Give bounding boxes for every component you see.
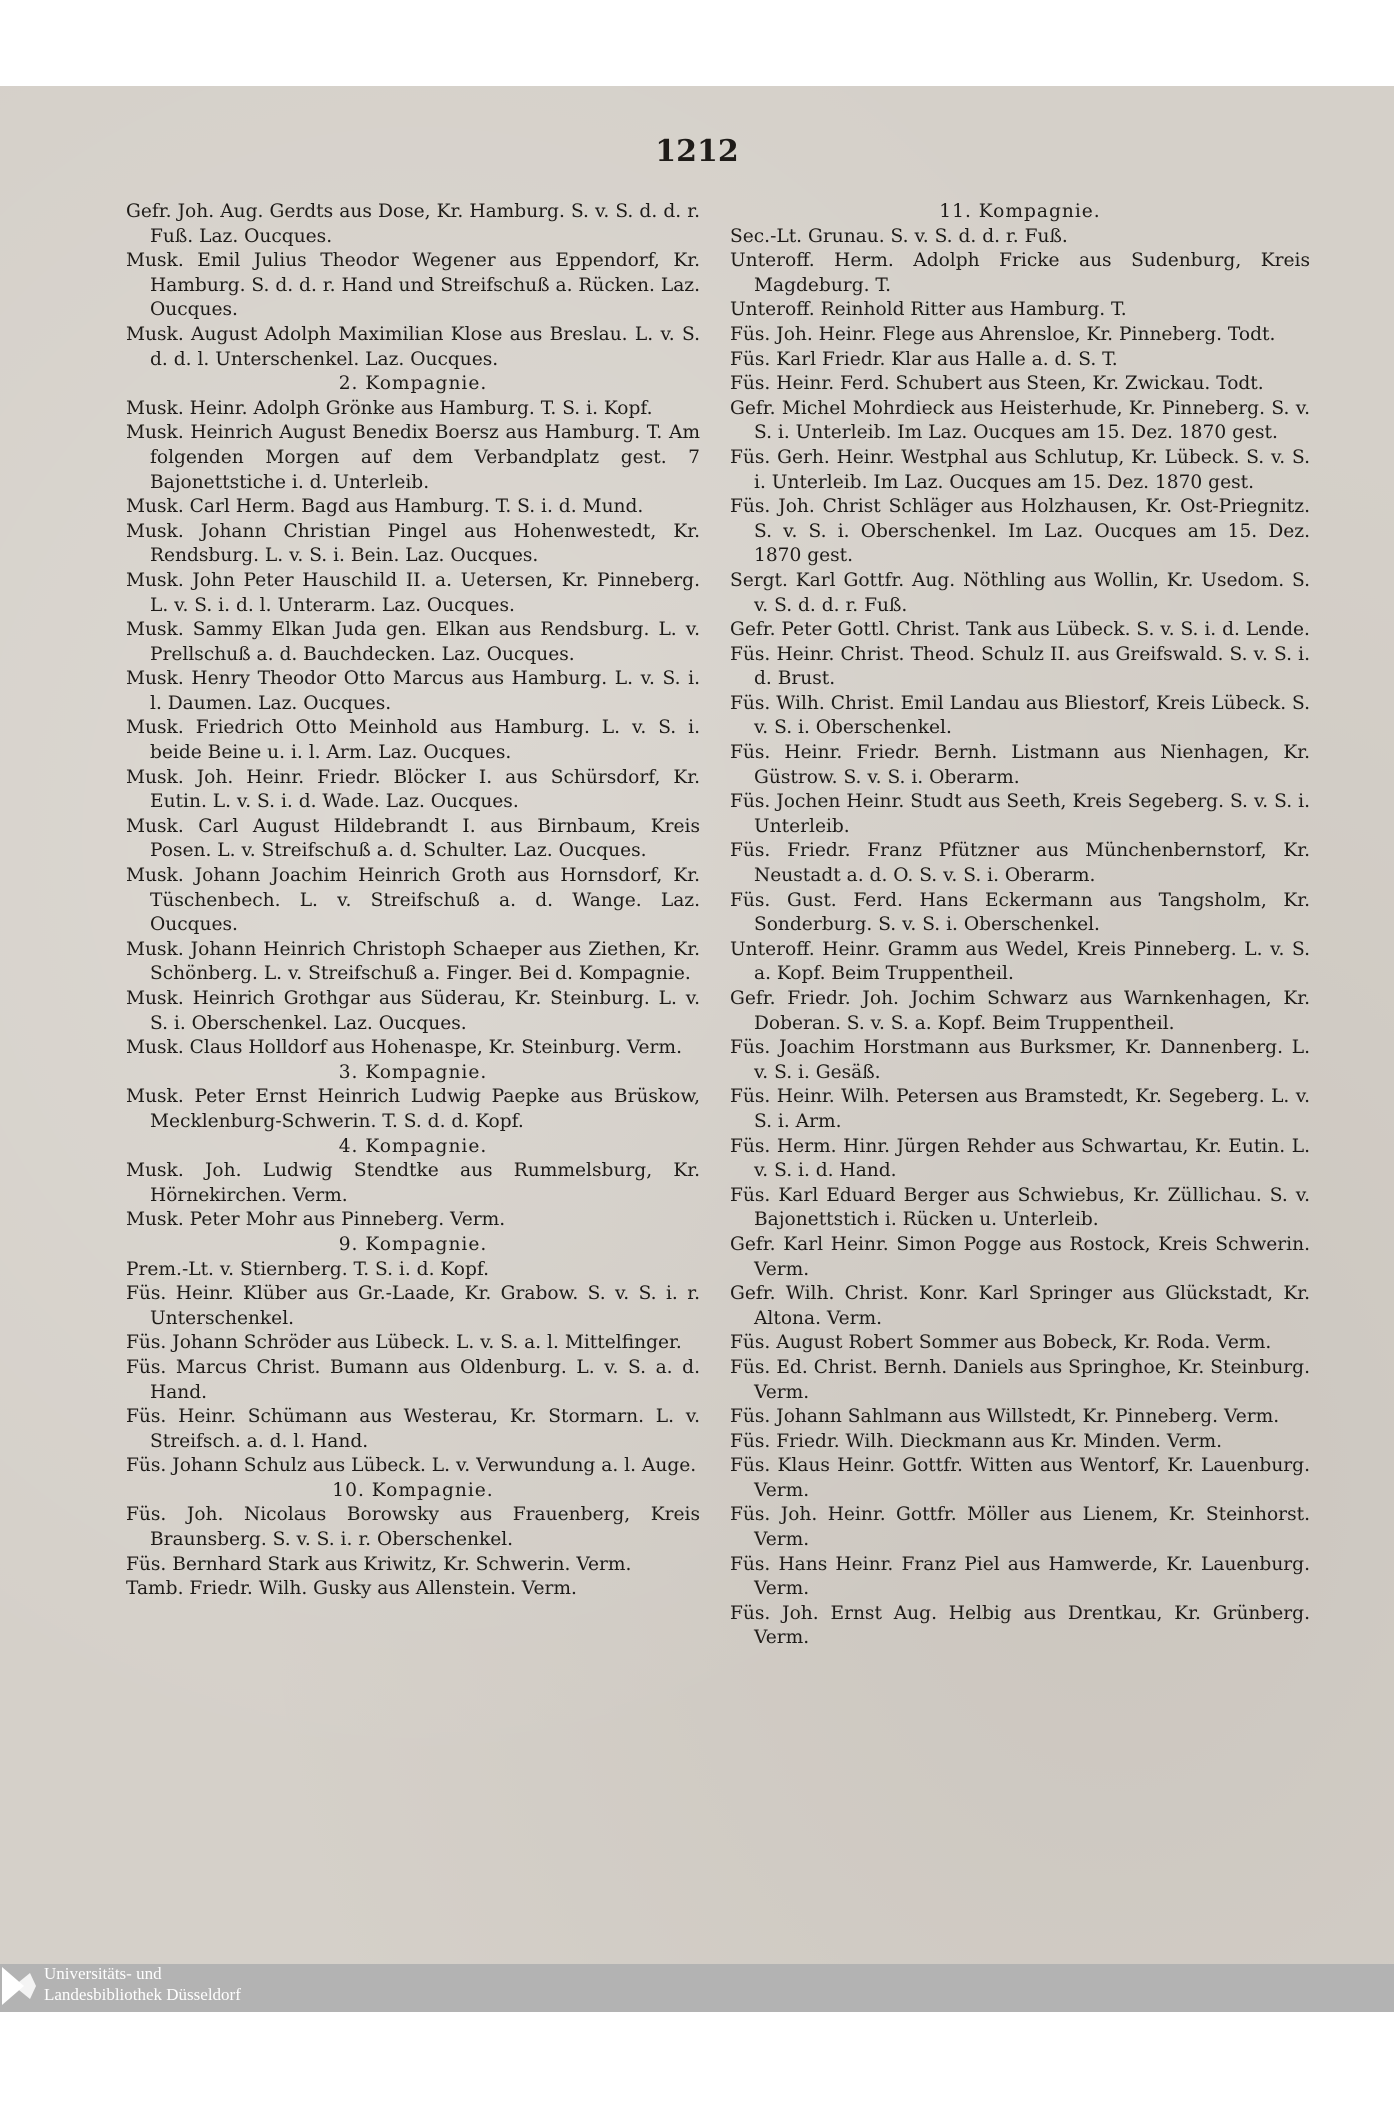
casualty-entry: Füs. Johann Schulz aus Lübeck. L. v. Verwundung a. l. Auge. <box>126 1455 697 1477</box>
casualty-entry: Füs. Jochen Heinr. Studt aus Seeth, Kreis Segeberg. S. v. S. i. Unterleib. <box>730 791 1310 837</box>
casualty-entry: Gefr. Friedr. Joh. Jochim Schwarz aus Warnkenhagen, Kr. Doberan. S. v. S. a. Kopf. Beim Truppentheil. <box>730 988 1310 1034</box>
casualty-entry: Füs. Bernhard Stark aus Kriwitz, Kr. Schwerin. Verm. <box>126 1553 632 1575</box>
company-heading: 11. Kompagnie. <box>939 201 1101 222</box>
casualty-entry: Füs. Heinr. Wilh. Petersen aus Bramstedt, Kr. Segeberg. L. v. S. i. Arm. <box>730 1086 1310 1132</box>
casualty-entry: Musk. Henry Theodor Otto Marcus aus Hamburg. L. v. S. i. l. Daumen. Laz. Oucques. <box>126 668 700 714</box>
casualty-entry: Musk. Sammy Elkan Juda gen. Elkan aus Rendsburg. L. v. Prellschuß a. d. Bauchdecken. Laz. Oucques. <box>126 619 700 665</box>
casualty-entry: Füs. Joh. Ernst Aug. Helbig aus Drentkau, Kr. Grünberg. Verm. <box>730 1602 1310 1649</box>
casualty-entry: Füs. Marcus Christ. Bumann aus Oldenburg. L. v. S. a. d. Hand. <box>126 1356 700 1403</box>
casualty-entry: Musk. Claus Holldorf aus Hohenaspe, Kr. Steinburg. Verm. <box>126 1037 682 1059</box>
casualty-entry: Musk. Peter Ernst Heinrich Ludwig Paepke aus Brüskow, Mecklenburg-Schwerin. T. S. d. d. Kopf. <box>126 1086 700 1132</box>
casualty-entry: Musk. Johann Christian Pingel aus Hohenwestedt, Kr. Rendsburg. L. v. S. i. Bein. Laz. Oucques. <box>126 520 700 567</box>
casualty-entry: Füs. Gerh. Heinr. Westphal aus Schlutup, Kr. Lübeck. S. v. S. i. Unterleib. Im Laz. Oucques am 15. Dez. 1870 gest. <box>730 446 1310 493</box>
casualty-entry: Sec.-Lt. Grunau. S. v. S. d. d. r. Fuß. <box>730 225 1068 247</box>
casualty-entry: Füs. Heinr. Klüber aus Gr.-Laade, Kr. Grabow. S. v. S. i. r. Unterschenkel. <box>126 1283 700 1329</box>
casualty-entry: Unteroff. Reinhold Ritter aus Hamburg. T. <box>730 299 1127 321</box>
casualty-entry: Gefr. Joh. Aug. Gerdts aus Dose, Kr. Hamburg. S. v. S. d. d. r. Fuß. Laz. Oucques. <box>126 201 700 247</box>
casualty-entry: Füs. Heinr. Schümann aus Westerau, Kr. Stormarn. L. v. Streifsch. a. d. l. Hand. <box>126 1406 700 1452</box>
casualty-entry: Füs. Hans Heinr. Franz Piel aus Hamwerde, Kr. Lauenburg. Verm. <box>730 1553 1310 1600</box>
casualty-entry: Gefr. Wilh. Christ. Konr. Karl Springer aus Glückstadt, Kr. Altona. Verm. <box>730 1283 1310 1329</box>
casualty-entry: Füs. Wilh. Christ. Emil Landau aus Bliestorf, Kreis Lübeck. S. v. S. i. Oberschenkel. <box>730 692 1310 739</box>
scanned-page <box>0 86 1394 1964</box>
casualty-entry: Musk. Johann Joachim Heinrich Groth aus Hornsdorf, Kr. Tüschenbech. L. v. Streifschuß a. d. Wange. Laz. Oucques. <box>126 865 700 936</box>
casualty-entry: Musk. John Peter Hauschild II. a. Uetersen, Kr. Pinneberg. L. v. S. i. d. l. Unterarm. Laz. Oucques. <box>126 569 700 616</box>
casualty-entry: Tamb. Friedr. Wilh. Gusky aus Allenstein. Verm. <box>126 1578 577 1600</box>
company-heading: 2. Kompagnie. <box>338 373 488 395</box>
casualty-entry: Füs. Heinr. Christ. Theod. Schulz II. aus Greifswald. S. v. S. i. d. Brust. <box>730 643 1310 690</box>
casualty-entry: Musk. Heinrich Grothgar aus Süderau, Kr. Steinburg. L. v. S. i. Oberschenkel. Laz. Oucques. <box>126 988 700 1034</box>
casualty-entry: Füs. Friedr. Wilh. Dieckmann aus Kr. Minden. Verm. <box>730 1430 1223 1452</box>
casualty-entry: Füs. Heinr. Ferd. Schubert aus Steen, Kr. Zwickau. Todt. <box>730 373 1264 395</box>
casualty-entry: Musk. August Adolph Maximilian Klose aus Breslau. L. v. S. d. d. l. Unterschenkel. Laz. Oucques. <box>126 323 700 370</box>
casualty-entry: Füs. Klaus Heinr. Gottfr. Witten aus Wentorf, Kr. Lauenburg. Verm. <box>730 1455 1310 1501</box>
casualty-entry: Füs. August Robert Sommer aus Bobeck, Kr. Roda. Verm. <box>730 1332 1272 1354</box>
page-number: 1212 <box>655 134 739 169</box>
right-column <box>730 200 1310 1651</box>
casualty-entry: Musk. Heinrich August Benedix Boersz aus Hamburg. T. Am folgenden Morgen auf dem Verbandplatz gest. 7 Bajonettstiche i. d. Unterleib. <box>126 422 700 493</box>
casualty-entry: Musk. Heinr. Adolph Grönke aus Hamburg. T. S. i. Kopf. <box>126 397 653 419</box>
casualty-entry: Füs. Johann Schröder aus Lübeck. L. v. S. a. l. Mittelfinger. <box>126 1332 682 1354</box>
casualty-entry: Füs. Joh. Heinr. Flege aus Ahrensloe, Kr. Pinneberg. Todt. <box>730 323 1276 345</box>
casualty-entry: Füs. Friedr. Franz Pfützner aus Münchenbernstorf, Kr. Neustadt a. d. O. S. v. S. i. Oberarm. <box>730 840 1310 887</box>
company-heading: 9. Kompagnie. <box>338 1233 488 1255</box>
casualty-entry: Füs. Gust. Ferd. Hans Eckermann aus Tangsholm, Kr. Sonderburg. S. v. S. i. Oberschenkel. <box>730 889 1310 936</box>
casualty-entry: Unteroff. Herm. Adolph Fricke aus Sudenburg, Kreis Magdeburg. T. <box>730 250 1310 296</box>
casualty-entry: Füs. Herm. Hinr. Jürgen Rehder aus Schwartau, Kr. Eutin. L. v. S. i. d. Hand. <box>730 1135 1310 1182</box>
company-heading: 3. Kompagnie. <box>338 1061 488 1083</box>
casualty-entry: Füs. Joh. Heinr. Gottfr. Möller aus Lienem, Kr. Steinhorst. Verm. <box>730 1504 1310 1551</box>
casualty-entry: Unteroff. Heinr. Gramm aus Wedel, Kreis Pinneberg. L. v. S. a. Kopf. Beim Truppentheil. <box>730 938 1310 985</box>
library-name <box>44 1963 241 2005</box>
company-heading: 4. Kompagnie. <box>338 1135 488 1157</box>
casualty-entry: Musk. Joh. Ludwig Stendtke aus Rummelsburg, Kr. Hörnekirchen. Verm. <box>126 1160 700 1206</box>
casualty-entry: Prem.-Lt. v. Stiernberg. T. S. i. d. Kopf. <box>126 1258 490 1280</box>
casualty-entry: Füs. Joh. Nicolaus Borowsky aus Frauenberg, Kreis Braunsberg. S. v. S. i. r. Oberschenkel. <box>126 1504 700 1551</box>
casualty-entry: Füs. Karl Eduard Berger aus Schwiebus, Kr. Züllichau. S. v. Bajonettstich i. Rücken u. Unterleib. <box>730 1184 1310 1231</box>
library-logo-icon <box>0 1963 38 2009</box>
casualty-entry: Sergt. Karl Gottfr. Aug. Nöthling aus Wollin, Kr. Usedom. S. v. S. d. d. r. Fuß. <box>730 569 1310 616</box>
casualty-entry: Musk. Johann Heinrich Christoph Schaeper aus Ziethen, Kr. Schönberg. L. v. Streifschuß a. Finger. Bei d. Kompagnie. <box>126 938 700 985</box>
library-name-line-1: Universitäts- und <box>44 1964 162 1983</box>
casualty-entry: Gefr. Michel Mohrdieck aus Heisterhude, Kr. Pinneberg. S. v. S. i. Unterleib. Im Laz. Oucques am 15. Dez. 1870 gest. <box>730 397 1310 444</box>
casualty-entry: Musk. Peter Mohr aus Pinneberg. Verm. <box>126 1209 506 1231</box>
casualty-entry: Füs. Karl Friedr. Klar aus Halle a. d. S. T. <box>730 348 1118 370</box>
casualty-entry: Musk. Emil Julius Theodor Wegener aus Eppendorf, Kr. Hamburg. S. d. d. r. Hand und Streifschuß a. Rücken. Laz. Oucques. <box>126 250 700 321</box>
library-name-line-2: Landesbibliothek Düsseldorf <box>44 1985 241 2004</box>
casualty-entry: Füs. Ed. Christ. Bernh. Daniels aus Springhoe, Kr. Steinburg. Verm. <box>730 1356 1310 1403</box>
casualty-entry: Musk. Carl August Hildebrandt I. aus Birnbaum, Kreis Posen. L. v. Streifschuß a. d. Schulter. Laz. Oucques. <box>126 815 700 862</box>
casualty-entry: Füs. Joachim Horstmann aus Burksmer, Kr. Dannenberg. L. v. S. i. Gesäß. <box>730 1037 1310 1083</box>
left-column <box>126 200 700 1602</box>
casualty-entry: Musk. Joh. Heinr. Friedr. Blöcker I. aus Schürsdorf, Kr. Eutin. L. v. S. i. d. Wade. Laz. Oucques. <box>126 766 700 813</box>
casualty-entry: Gefr. Karl Heinr. Simon Pogge aus Rostock, Kreis Schwerin. Verm. <box>730 1233 1310 1280</box>
casualty-entry: Füs. Johann Sahlmann aus Willstedt, Kr. Pinneberg. Verm. <box>730 1406 1280 1428</box>
casualty-entry: Füs. Heinr. Friedr. Bernh. Listmann aus Nienhagen, Kr. Güstrow. S. v. S. i. Oberarm. <box>730 742 1310 788</box>
company-heading: 10. Kompagnie. <box>332 1479 494 1501</box>
casualty-entry: Musk. Carl Herm. Bagd aus Hamburg. T. S. i. d. Mund. <box>126 496 644 518</box>
casualty-entry: Gefr. Peter Gottl. Christ. Tank aus Lübeck. S. v. S. i. d. Lende. <box>730 619 1310 641</box>
casualty-entry: Füs. Joh. Christ Schläger aus Holzhausen, Kr. Ost-Priegnitz. S. v. S. i. Oberschenkel. Im Laz. Oucques am 15. Dez. 1870 gest. <box>730 496 1310 567</box>
casualty-entry: Musk. Friedrich Otto Meinhold aus Hamburg. L. v. S. i. beide Beine u. i. l. Arm. Laz. Oucques. <box>126 717 700 764</box>
